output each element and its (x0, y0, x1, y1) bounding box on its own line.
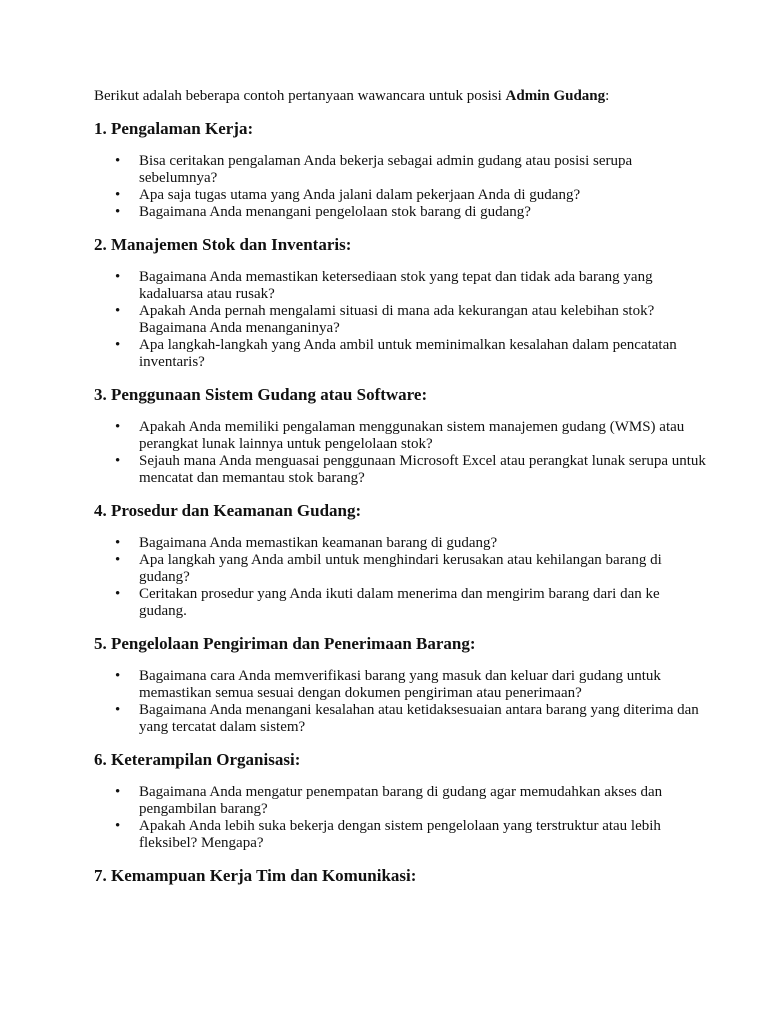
list-item (94, 303, 708, 337)
list-item (94, 337, 708, 371)
question-text: Bagaimana Anda menangani kesalahan atau ketidaksesuaian antara barang yang diterima dan yang tercatat dalam sistem? (139, 702, 699, 735)
bullet-icon: • (115, 818, 121, 834)
bullet-icon: • (115, 702, 121, 718)
list-item (94, 784, 708, 818)
section-title-sistem-gudang: 3. Penggunaan Sistem Gudang atau Software: (94, 385, 428, 404)
bullet-icon: • (115, 269, 121, 285)
section-title-prosedur-keamanan: 4. Prosedur dan Keamanan Gudang: (94, 501, 362, 520)
bullet-icon: • (115, 187, 121, 203)
list-item (94, 153, 708, 187)
list-item (94, 453, 708, 487)
question-list-3 (94, 419, 708, 487)
bullet-icon: • (115, 337, 121, 353)
question-list-5 (94, 668, 708, 736)
list-item (94, 269, 708, 303)
bullet-icon: • (115, 153, 121, 169)
section-title-pengalaman-kerja: 1. Pengalaman Kerja: (94, 119, 254, 138)
list-item (94, 668, 708, 702)
bullet-icon: • (115, 204, 121, 220)
bullet-icon: • (115, 668, 121, 684)
question-text: Bisa ceritakan pengalaman Anda bekerja sebagai admin gudang atau posisi serupa sebelumnya? (139, 153, 633, 186)
question-text: Bagaimana Anda menangani pengelolaan stok barang di gudang? (139, 204, 531, 220)
list-item (94, 187, 708, 204)
question-text: Apa langkah yang Anda ambil untuk menghindari kerusakan atau kehilangan barang di gudang? (139, 552, 662, 585)
question-text: Apa langkah-langkah yang Anda ambil untuk meminimalkan kesalahan dalam pencatatan inventaris? (139, 337, 677, 370)
question-text: Bagaimana Anda mengatur penempatan barang di gudang agar memudahkan akses dan pengambilan barang? (139, 784, 663, 817)
intro-text: Berikut adalah beberapa contoh pertanyaan wawancara untuk posisi (94, 88, 506, 104)
list-item (94, 552, 708, 586)
list-item (94, 419, 708, 453)
list-item (94, 702, 708, 736)
list-item (94, 586, 708, 620)
bullet-icon: • (115, 784, 121, 800)
question-text: Bagaimana Anda memastikan keamanan barang di gudang? (139, 535, 498, 551)
list-item (94, 818, 708, 852)
question-text: Bagaimana cara Anda memverifikasi barang yang masuk dan keluar dari gudang untuk memastikan semua sesuai dengan dokumen pengiriman atau penerimaan? (139, 668, 661, 701)
bullet-icon: • (115, 419, 121, 435)
bullet-icon: • (115, 453, 121, 469)
section-title-keterampilan-organisasi: 6. Keterampilan Organisasi: (94, 750, 301, 769)
bullet-icon: • (115, 303, 121, 319)
question-text: Sejauh mana Anda menguasai penggunaan Microsoft Excel atau perangkat lunak serupa untuk mencatat dan memantau stok barang? (139, 453, 706, 486)
intro-position-name: Admin Gudang (505, 88, 606, 104)
section-title-manajemen-stok: 2. Manajemen Stok dan Inventaris: (94, 235, 352, 254)
question-list-2 (94, 269, 708, 371)
question-text: Ceritakan prosedur yang Anda ikuti dalam menerima dan mengirim barang dari dan ke gudang. (139, 586, 660, 619)
question-list-1 (94, 153, 708, 221)
bullet-icon: • (115, 552, 121, 568)
question-list-6 (94, 784, 708, 852)
question-text: Apakah Anda pernah mengalami situasi di mana ada kekurangan atau kelebihan stok? Bagaimana Anda menanganinya? (139, 303, 655, 336)
question-text: Apa saja tugas utama yang Anda jalani dalam pekerjaan Anda di gudang? (139, 187, 581, 203)
bullet-icon: • (115, 586, 121, 602)
intro-paragraph (94, 87, 708, 105)
question-text: Apakah Anda lebih suka bekerja dengan sistem pengelolaan yang terstruktur atau lebih fleksibel? Mengapa? (139, 818, 661, 851)
bullet-icon: • (115, 535, 121, 551)
list-item (94, 535, 708, 552)
section-title-kerja-tim-komunikasi: 7. Kemampuan Kerja Tim dan Komunikasi: (94, 866, 417, 885)
question-list-4 (94, 535, 708, 620)
section-title-pengiriman-penerimaan: 5. Pengelolaan Pengiriman dan Penerimaan Barang: (94, 634, 476, 653)
question-text: Bagaimana Anda memastikan ketersediaan stok yang tepat dan tidak ada barang yang kadaluarsa atau rusak? (139, 269, 653, 302)
question-text: Apakah Anda memiliki pengalaman menggunakan sistem manajemen gudang (WMS) atau perangkat lunak lainnya untuk pengelolaan stok? (139, 419, 685, 452)
list-item (94, 204, 708, 221)
intro-colon: : (605, 88, 610, 104)
